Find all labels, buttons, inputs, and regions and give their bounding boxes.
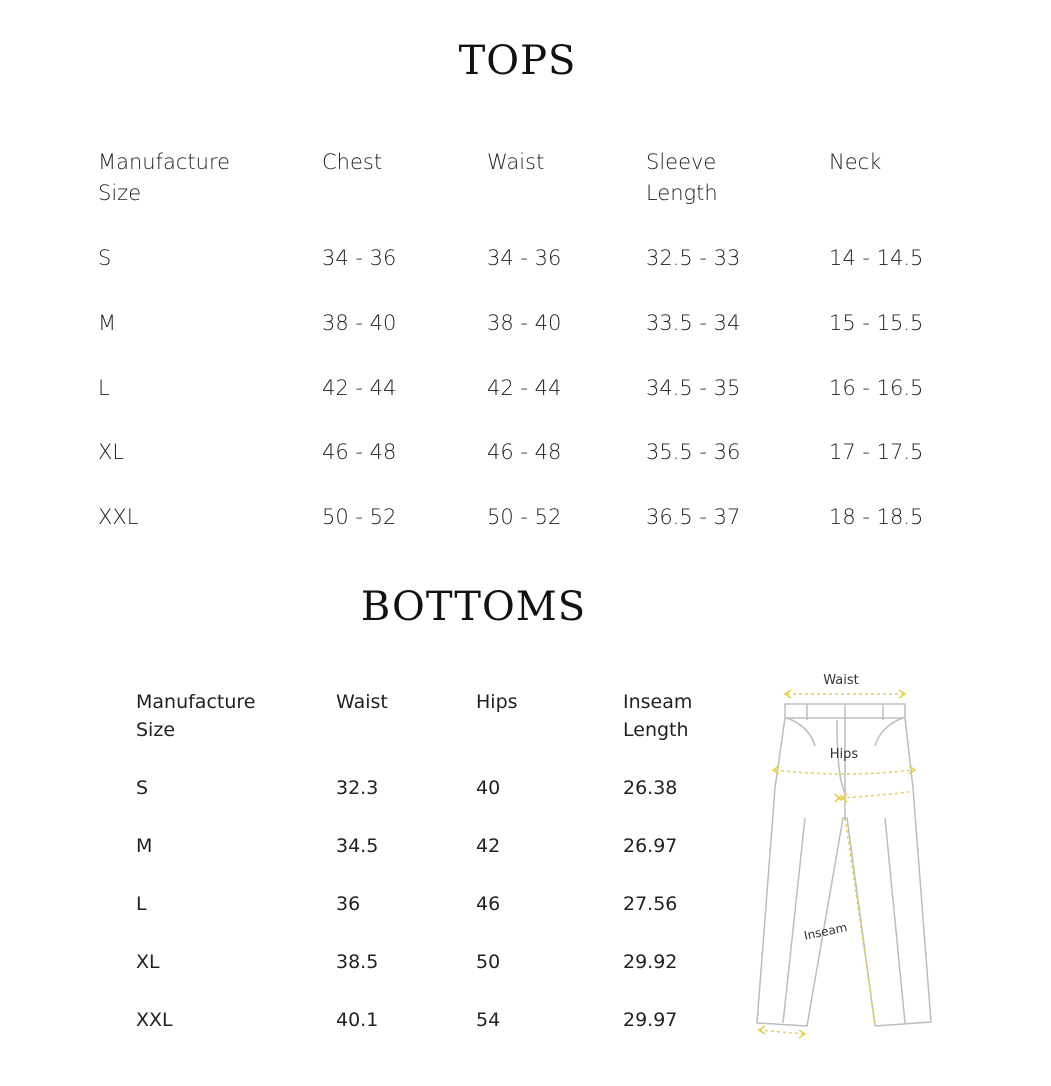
tops-cell-waist: 50 - 52 (487, 505, 562, 529)
bottoms-cell-size: S (136, 777, 149, 799)
bottoms-header-hips: Hips (476, 691, 518, 713)
hips-measure-line (775, 770, 913, 774)
diagram-label-waist: Waist (823, 673, 859, 688)
bottoms-header-inseam-length: Inseam Length (623, 691, 693, 741)
diagram-label-inseam: Inseam (802, 920, 849, 943)
hem-arrow-icon (759, 1026, 805, 1038)
bottoms-cell-waist: 40.1 (336, 1009, 379, 1031)
bottoms-cell-inseam-length: 29.92 (623, 951, 678, 973)
bottoms-cell-size: M (136, 835, 153, 857)
tops-cell-chest: 34 - 36 (322, 246, 397, 270)
tops-cell-chest: 50 - 52 (322, 505, 397, 529)
tops-header-neck: Neck (829, 150, 882, 174)
bottoms-cell-size: XXL (136, 1009, 173, 1031)
pants-pocket-left (787, 718, 815, 746)
bottoms-cell-waist: 34.5 (336, 835, 379, 857)
bottoms-cell-hips: 54 (476, 1009, 501, 1031)
tops-cell-waist: 38 - 40 (487, 311, 562, 335)
diagram-label-hips: Hips (829, 747, 859, 762)
tops-cell-size: XL (98, 440, 125, 464)
bottoms-header-size: Manufacture Size (136, 691, 256, 741)
tops-cell-sleeve-length: 36.5 - 37 (646, 505, 741, 529)
tops-title: TOPS (458, 38, 577, 84)
tops-cell-size: M (98, 311, 117, 335)
tops-cell-waist: 46 - 48 (487, 440, 562, 464)
hem-measure-line (759, 1030, 805, 1034)
tops-cell-waist: 34 - 36 (487, 246, 562, 270)
bottoms-cell-hips: 46 (476, 893, 501, 915)
tops-cell-chest: 46 - 48 (322, 440, 397, 464)
pants-fly (837, 718, 845, 818)
tops-cell-waist: 42 - 44 (487, 376, 562, 400)
tops-cell-size: XXL (98, 505, 139, 529)
pants-measurement-diagram (745, 668, 935, 1048)
bottoms-cell-inseam-length: 26.38 (623, 777, 678, 799)
tops-cell-size: S (98, 246, 112, 270)
bottoms-title: BOTTOMS (360, 584, 587, 630)
bottoms-cell-inseam-length: 26.97 (623, 835, 678, 857)
bottoms-cell-hips: 42 (476, 835, 501, 857)
bottoms-cell-hips: 50 (476, 951, 501, 973)
tops-cell-size: L (98, 376, 110, 400)
bottoms-cell-waist: 38.5 (336, 951, 379, 973)
tops-cell-sleeve-length: 34.5 - 35 (646, 376, 741, 400)
inseam-measure-line (845, 818, 875, 1023)
hips-arrow-right-icon (909, 766, 915, 774)
tops-cell-chest: 42 - 44 (322, 376, 397, 400)
pants-outline (757, 718, 931, 1026)
tops-header-sleeve-length: Sleeve Length (646, 150, 718, 205)
tops-cell-neck: 14 - 14.5 (829, 246, 924, 270)
tops-header-waist: Waist (487, 150, 545, 174)
tops-cell-neck: 17 - 17.5 (829, 440, 924, 464)
tops-cell-neck: 15 - 15.5 (829, 311, 924, 335)
bottoms-cell-waist: 36 (336, 893, 361, 915)
thigh-measure-line (841, 792, 909, 798)
bottoms-cell-hips: 40 (476, 777, 501, 799)
bottoms-header-waist: Waist (336, 691, 388, 713)
bottoms-cell-size: L (136, 893, 147, 915)
tops-cell-sleeve-length: 35.5 - 36 (646, 440, 741, 464)
bottoms-cell-inseam-length: 29.97 (623, 1009, 678, 1031)
tops-header-size: Manufacture Size (98, 150, 231, 205)
bottoms-cell-inseam-length: 27.56 (623, 893, 678, 915)
tops-cell-sleeve-length: 33.5 - 34 (646, 311, 741, 335)
pants-pocket-right (875, 718, 903, 746)
bottoms-cell-waist: 32.3 (336, 777, 379, 799)
tops-cell-chest: 38 - 40 (322, 311, 397, 335)
tops-header-chest: Chest (322, 150, 383, 174)
tops-cell-sleeve-length: 32.5 - 33 (646, 246, 741, 270)
bottoms-cell-size: XL (136, 951, 160, 973)
tops-cell-neck: 16 - 16.5 (829, 376, 924, 400)
tops-cell-neck: 18 - 18.5 (829, 505, 924, 529)
